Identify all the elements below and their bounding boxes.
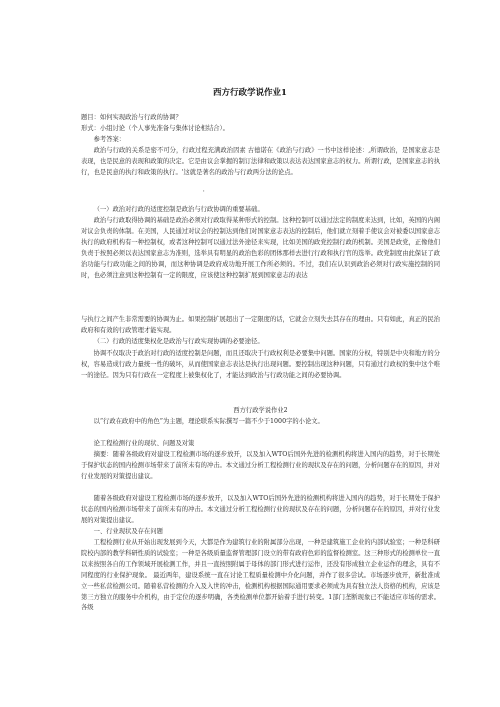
stray-mark: ' [203, 190, 205, 197]
answer-label: 参考答案： [93, 136, 126, 143]
essay-title: 论工程检测行业的现状、问题及对策 [93, 440, 195, 447]
essay-abstract: 摘要：随着各级政府对建设工程检测市场的逐步放开，以及加入WTO后国外先进的检测机构将进入国内的趋势，对于长期处于保护状态的国内检测市场带来了前所未有的冲击。本文通过分析工程检测行业的现状及存在的问题，分析问题存在的原因，并对行业发展的对策提出建议。 [81, 451, 440, 480]
paragraph-coordination-limit: 与执行之间产生非常需要的协调为止。如果控制扩展超出了一定限度的话，它就会立刻失去其存在的理由。只有如此，真正的民治政府和有效的行政管理才能实现。 [81, 316, 440, 334]
section-heading-centralization: （二）行政的适度集权化是政治与行政实现协调的必要途径。 [93, 338, 264, 345]
section-heading-status: 一、行业现状及存在问题 [93, 528, 163, 535]
essay-abstract-repeat: 随着各级政府对建设工程检测市场的逐步放开，以及加入WTO后国外先进的检测机构将进入国内的趋势，对于长期处于保护状态的国内检测市场带来了前所未有的冲击。本文通过分析工程检测行业的现状及存在的问题，分析问题存在的原因，并对行业发展的对策提出建议。 [81, 495, 440, 524]
paragraph-industry-status: 工程检测行业从开始出现发展到今天，大都是作为建筑行业的附属部分出现，一种是建筑施工企业的内部试验室；一种是科研院校内部的教学科研性质的试验室；一种是各级质量监督管理部门设立的带有政府色彩的监督检测室。这三种形式的检测单位一直以来按照各自的工作领域开展检测工作，并且一直按照附属于母体的部门形式进行运作，还没有形成独立企业运作的理念，具有不同程度的行业保护现象。 最近两年，建设系统一直在讨论工程质量检测中介化问题，并作了很多尝试。市场逐步放开，新批准成立一些私营检测公司。随着私营检测的介入及入世的冲击，检测机构根据国际通用要求必须成为具有独立法人资格的机构，应该是第三方独立的服务中介机构，由于定位的逐步明确，各类检测单位都开始着手进行转变。1部门垄断现象已不能适应市场的需求。各级 [81, 539, 440, 612]
section-heading-control: （一）政治对行政的适度控制是政治与行政协调的重要基础。 [93, 206, 264, 213]
paragraph-centralization: 协调不仅取决于政治对行政的适度控制是问题，而且还取决于行政权利是必要集中问题。国家的分权，特别是中央和地方的分权，容易造成行政力量统一性的破坏，从而使国家意志表达是执行出现问题。要控制出现这种问题，只有通过行政权的集中这个唯一的途径。因为只有行政在一定程度上被集权化了，才能达到政治与行政功能之间的必要协调。 [81, 350, 440, 379]
assignment-2-prompt: 以“行政在政府中的角色”为主题，理论联系实际撰写一篇不少于1000字的小论文。 [93, 418, 324, 425]
question-line: 题目：如何实现政治与行政的协调？ [81, 114, 182, 121]
format-line: 形式：小组讨论（个人事先准备与集体讨论相结合）。 [81, 125, 229, 132]
assignment-2-title: 西方行政学说作业2 [233, 407, 288, 414]
assignment-1-title: 西方行政学说作业1 [213, 88, 287, 98]
paragraph-political-control: 政治与行政取得协调的基础是政治必须对行政取得某种形式的控制。这种控制可以通过法定的制度来达到，比如，英国的内阁对议会负责的体制。在美国，人民通过对议会的控制达到他们对国家意志表达的控制后，他们就立刻着手使议会对被委以国家意志执行的政府机构有一种控制权，或者这种控制可以通过法外途径来实现，比如美国的政党控制行政的机制。美国是政党，正像他们负责于按照必须以表达国家意志为准则，选举具有明显的政治色彩的团体那样去进行行政和执行官的选举。政党制度由此保证了政治功能与行政功能之间的协调，而这种协调是政府成功地开展工作所必须的。不过，我们在认识到政治必须对行政实施控制的同时，也必须注意到这种控制有一定的限度，应该使这种控制扩展到国家意志的表达 [81, 217, 440, 279]
paragraph-politics-administration: 政治与行政的关系是密不可分，行政过程充满政治因素 古德诺在《政治与行政》一书中这样论述：,所谓政治，是国家意志是表现，也是民意的表现和政策的决定。它是由议会掌握的制订法律和政策以表达表达国家意志的权力。所谓行政，是国家意志的执行，也是民意的执行和政策的执行。'这就是著名的政治与行政两分法的论点。 [81, 147, 440, 176]
